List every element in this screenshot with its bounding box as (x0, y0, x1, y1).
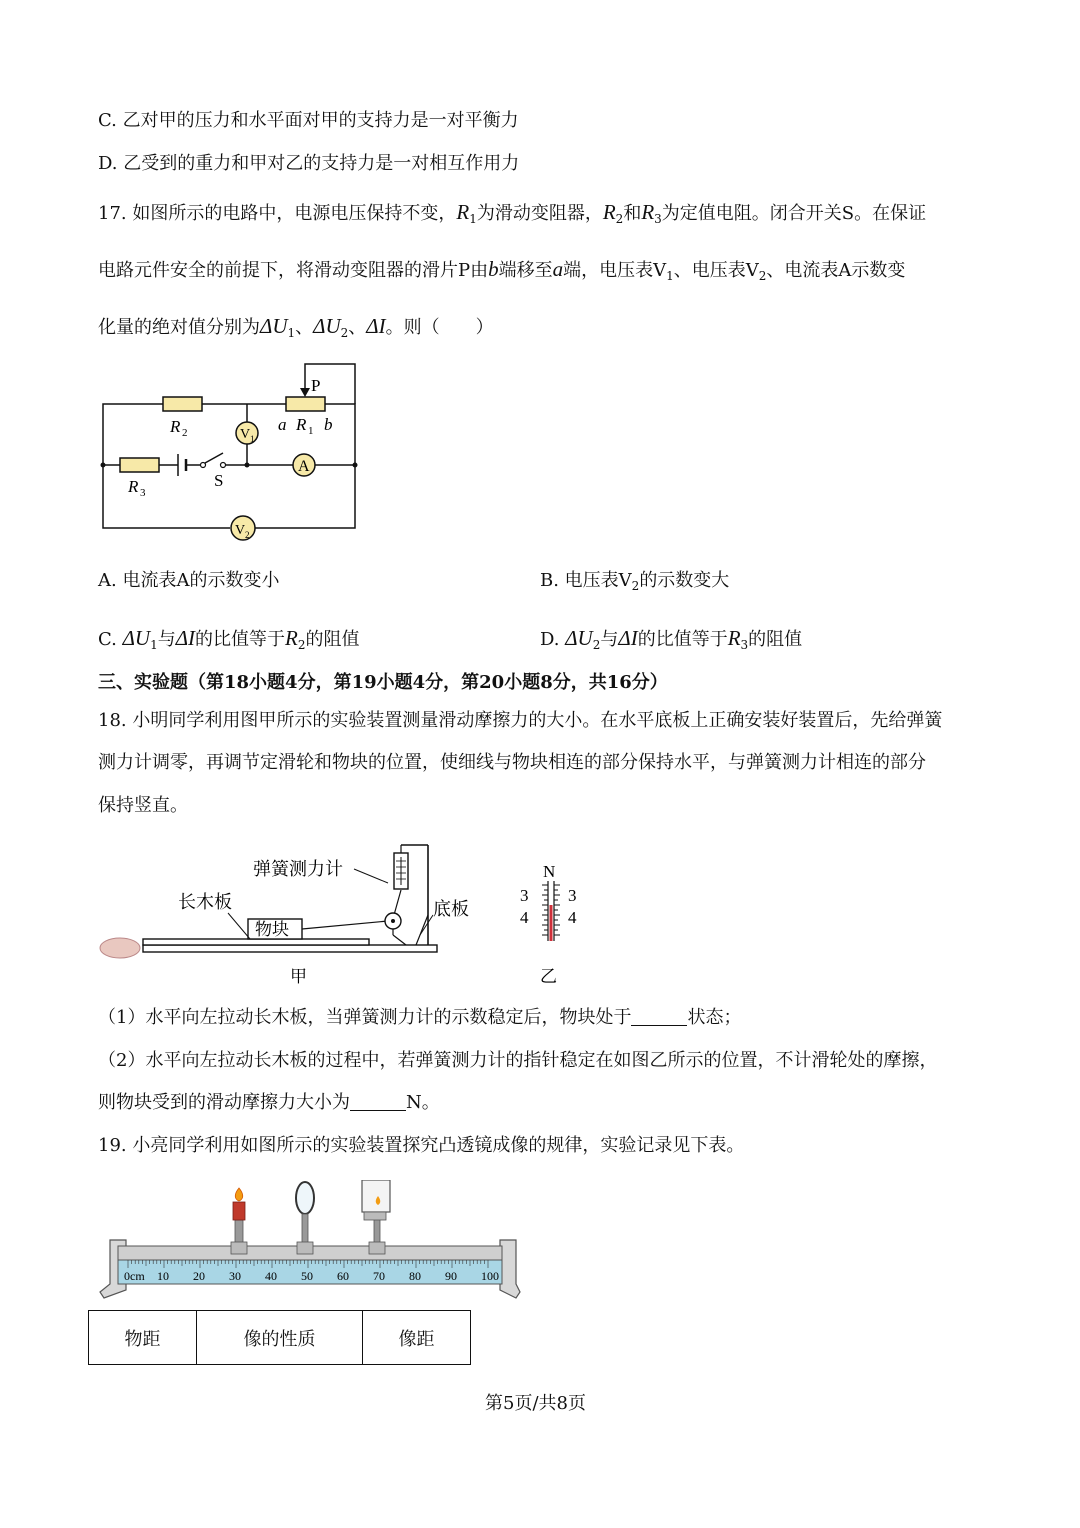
ruler-label: 10 (157, 1269, 169, 1283)
label-p: P (311, 376, 321, 395)
label-unit-n: N (543, 862, 556, 881)
flame-icon (235, 1188, 243, 1201)
q18-figure-jia (98, 835, 498, 990)
label-s: S (214, 471, 224, 490)
base-board-shape (143, 945, 437, 952)
ruler-label: 70 (373, 1269, 385, 1283)
tick-4-left: 4 (520, 908, 529, 927)
answer-blank-1[interactable] (631, 1007, 687, 1026)
slider-arrow-icon (300, 388, 310, 397)
table-header-image-nature: 像的性质 (197, 1311, 363, 1365)
label-fig-jia: 甲 (290, 967, 307, 986)
q17-circuit-diagram (90, 360, 375, 550)
q19-record-table (88, 1310, 471, 1365)
switch-s (205, 453, 223, 463)
ruler-label: 60 (337, 1269, 349, 1283)
table-header-image-distance: 像距 (363, 1311, 471, 1365)
q16-option-c: C. 乙对甲的压力和水平面对甲的支持力是一对平衡力 (98, 110, 519, 131)
label-v2: V (235, 523, 246, 538)
section-3-heading: 三、实验题（第18小题4分，第19小题4分，第20小题8分，共16分） (98, 672, 668, 693)
label-r3: R (128, 477, 139, 496)
page-footer: 第5页/共8页 (485, 1393, 586, 1414)
tick-4-right: 4 (568, 908, 577, 927)
ruler-label: 50 (301, 1269, 313, 1283)
label-v1-sub: 1 (250, 434, 255, 444)
q17-stem-line1: 17. 如图所示的电路中，电源电压保持不变，$R_1$为滑动变阻器，$R_2$和$R_3$为定值电阻。闭合开关S。在保证 (98, 200, 927, 226)
tick-3-left: 3 (520, 886, 529, 905)
ruler-label: 20 (193, 1269, 205, 1283)
label-spring-scale: 弹簧测力计 (253, 859, 343, 879)
ruler-label: 100 (481, 1269, 499, 1283)
label-block: 物块 (255, 920, 289, 939)
resistor-r3 (120, 458, 159, 472)
answer-blank-2[interactable] (350, 1092, 406, 1111)
q19-optical-bench (98, 1180, 523, 1305)
label-r1: R (296, 415, 307, 434)
q17-stem-line2: 电路元件安全的前提下，将滑动变阻器的滑片P由b端移至a端，电压表$V_1$、电压表$V_2$、电流表A示数变 (98, 257, 906, 283)
long-board-shape (143, 939, 369, 945)
label-r2: R (170, 417, 181, 436)
hand-icon (100, 938, 140, 958)
ruler-label: 30 (229, 1269, 241, 1283)
ruler-label: 80 (409, 1269, 421, 1283)
q18-figure-yi (512, 855, 587, 990)
q17-stem-line3: 化量的绝对值分别为$\Delta U_1$、$\Delta U_2$、ΔI。则（ ） (98, 314, 494, 340)
ruler-label: 90 (445, 1269, 457, 1283)
label-base-board: 底板 (433, 899, 469, 919)
ruler-label: 0cm (124, 1269, 145, 1283)
label-fig-yi: 乙 (540, 967, 557, 986)
label-long-board: 长木板 (178, 892, 232, 912)
ruler-label: 40 (265, 1269, 277, 1283)
lens-shape (296, 1182, 314, 1214)
q17-option-b: B. 电压表$V_2$的示数变大 (540, 570, 730, 593)
q18-line2: 测力计调零，再调节定滑轮和物块的位置，使细线与物块相连的部分保持水平，与弹簧测力计相连的部分 (98, 752, 926, 773)
q18-sub2-line2: 则物块受到的滑动摩擦力大小为 N。 (98, 1092, 440, 1113)
label-a-end: a (278, 415, 287, 434)
label-b-end: b (324, 415, 333, 434)
q18-sub2-line1: （2）水平向左拉动长木板的过程中，若弹簧测力计的指针稳定在如图乙所示的位置，不计滑轮处的摩擦， (98, 1050, 938, 1071)
screen-shape (362, 1180, 390, 1212)
q18-line3: 保持竖直。 (98, 795, 188, 816)
resistor-r1 (286, 397, 325, 411)
candle-shape (233, 1202, 245, 1220)
q17-option-c: C. $\Delta U_1$与ΔI的比值等于$R_2$的阻值 (98, 626, 360, 652)
label-r1-sub: 1 (308, 425, 314, 437)
label-r2-sub: 2 (182, 427, 188, 439)
q16-option-d: D. 乙受到的重力和甲对乙的支持力是一对相互作用力 (98, 153, 520, 174)
label-r3-sub: 3 (140, 487, 146, 499)
q17-option-a: A. 电流表A的示数变小 (98, 570, 280, 591)
table-header-object-distance: 物距 (89, 1311, 197, 1365)
q17-option-d: D. $\Delta U_2$与ΔI的比值等于$R_3$的阻值 (540, 626, 803, 652)
label-v1: V (240, 427, 251, 442)
label-ammeter: A (298, 458, 310, 475)
resistor-r2 (163, 397, 202, 411)
table-row (89, 1311, 471, 1365)
tick-3-right: 3 (568, 886, 577, 905)
q19-line1: 19. 小亮同学利用如图所示的实验装置探究凸透镜成像的规律，实验记录见下表。 (98, 1135, 745, 1156)
q18-line1: 18. 小明同学利用图甲所示的实验装置测量滑动摩擦力的大小。在水平底板上正确安装好装置后，先给弹簧 (98, 710, 943, 731)
q18-sub1: （1）水平向左拉动长木板，当弹簧测力计的示数稳定后，物块处于 状态； (98, 1007, 742, 1028)
label-v2-sub: 2 (245, 530, 250, 540)
